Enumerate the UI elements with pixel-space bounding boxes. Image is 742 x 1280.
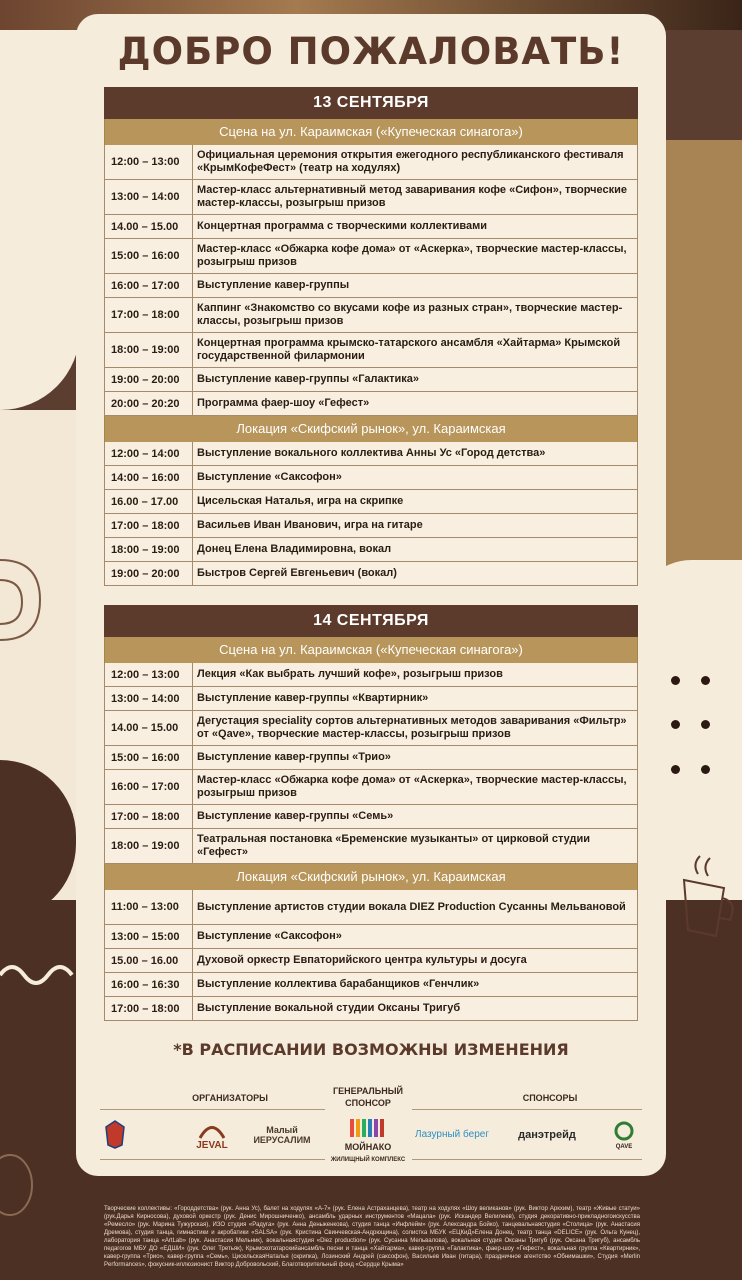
sponsors-label: СПОНСОРЫ bbox=[522, 1093, 578, 1103]
table-row: 19:00 – 20:00 Быстров Сергей Евгеньевич (вокал) bbox=[104, 562, 638, 586]
decor-dot bbox=[671, 676, 680, 685]
day-header: 13 СЕНТЯБРЯ bbox=[104, 87, 638, 119]
decor-dot bbox=[671, 720, 680, 729]
wave-icon bbox=[0, 950, 76, 990]
decor-dot bbox=[701, 720, 710, 729]
day-2-schedule bbox=[104, 605, 638, 1021]
location-header: Сцена на ул. Караимская («Купеческая синагога») bbox=[104, 637, 638, 663]
background-left-cream bbox=[0, 30, 80, 410]
page-title: ДОБРО ПОЖАЛОВАТЬ! bbox=[117, 30, 625, 73]
divider bbox=[100, 1109, 325, 1110]
table-row: 17:00 – 18:00 Каппинг «Знакомство со вкусами кофе из разных стран», творческие мастер-классы, розыгрыш призов bbox=[104, 298, 638, 333]
general-sponsor-label: ГЕНЕРАЛЬНЫЙ СПОНСОР bbox=[333, 1086, 403, 1108]
table-row: 13:00 – 15:00 Выступление «Саксофон» bbox=[104, 925, 638, 949]
divider bbox=[100, 1159, 325, 1160]
moinako-subtitle: ЖИЛИЩНЫЙ КОМПЛЕКС bbox=[330, 1157, 406, 1163]
lazurny-bereg-logo: Лазурный берег bbox=[415, 1129, 489, 1140]
maly-ierusalim-logo: Малый ИЕРУСАЛИМ bbox=[253, 1125, 311, 1145]
location-header: Локация «Скифский рынок», ул. Караимская bbox=[104, 864, 638, 890]
table-row: 15:00 – 16:00 Мастер-класс «Обжарка кофе дома» от «Аскерка», творческие мастер-классы, розыгрыш призов bbox=[104, 239, 638, 274]
events-list bbox=[104, 145, 638, 416]
table-row: 17:00 – 18:00 Васильев Иван Иванович, игра на гитаре bbox=[104, 514, 638, 538]
moinako-bars-icon bbox=[348, 1115, 388, 1139]
table-row: 18:00 – 19:00 Концертная программа крымско-татарского ансамбля «Хайтарма» Крымской государственной филармонии bbox=[104, 333, 638, 368]
table-row: 13:00 – 14:00 Выступление кавер-группы «Квартирник» bbox=[104, 687, 638, 711]
decor-dot bbox=[701, 676, 710, 685]
table-row: 18:00 – 19:00 Театральная постановка «Бременские музыканты» от цирковой студии «Гефест» bbox=[104, 829, 638, 864]
table-row: 11:00 – 13:00 Выступление артистов студии вокала DIEZ Production Сусанны Мельвановой bbox=[104, 890, 638, 925]
qave-circle-icon bbox=[614, 1121, 634, 1141]
organizer-crest-icon bbox=[104, 1119, 126, 1149]
organizers-label: ОРГАНИЗАТОРЫ bbox=[192, 1093, 268, 1103]
events-list bbox=[104, 663, 638, 864]
location-header: Сцена на ул. Караимская («Купеческая синагога») bbox=[104, 119, 638, 145]
table-row: 19:00 – 20:00 Выступление кавер-группы «Галактика» bbox=[104, 368, 638, 392]
jeval-logo: JEVAL bbox=[192, 1121, 232, 1151]
table-row: 15:00 – 16:00 Выступление кавер-группы «Трио» bbox=[104, 746, 638, 770]
table-row: 12:00 – 14:00 Выступление вокального коллектива Анны Ус «Город детства» bbox=[104, 442, 638, 466]
table-row: 20:00 – 20:20 Программа фаер-шоу «Гефест» bbox=[104, 392, 638, 416]
schedule-change-note: *В РАСПИСАНИИ ВОЗМОЖНЫ ИЗМЕНЕНИЯ bbox=[173, 1040, 569, 1059]
table-row: 17:00 – 18:00 Выступление вокальной студии Оксаны Тригуб bbox=[104, 997, 638, 1021]
table-row: 18:00 – 19:00 Донец Елена Владимировна, вокал bbox=[104, 538, 638, 562]
events-list bbox=[104, 442, 638, 586]
day-1-schedule bbox=[104, 87, 638, 586]
coffee-swirl-icon bbox=[0, 550, 60, 650]
day-header: 14 СЕНТЯБРЯ bbox=[104, 605, 638, 637]
table-row: 14.00 – 15.00 Дегустация speciality сортов альтернативных методов заваривания «Фильтр» от «Qave», творческие мастер-классы, розыгрыш призов bbox=[104, 711, 638, 746]
table-row: 17:00 – 18:00 Выступление кавер-группы «Семь» bbox=[104, 805, 638, 829]
moinako-logo: МОЙНАКО bbox=[336, 1115, 400, 1152]
table-row: 16.00 – 17.00 Цисельская Наталья, игра на скрипке bbox=[104, 490, 638, 514]
decor-dot bbox=[701, 765, 710, 774]
coffee-bean-icon bbox=[0, 1150, 40, 1220]
footer-credits: Творческие коллективы: «Городдетства» (рук. Анна Ус), балет на ходулях «А-7» (рук. Елена Астраханцева), театр на ходулях «Шоу великанов» (рук. Виктор Аркхим), театр «Живые статуи» (рук.Дарья Кирносова), духовой оркестр (рук. Денис Мирошниченко), ансамбль ударных инструментов «Мацала» (рук. Искандер Велилеев), студия декоративно-прикладногоискусства «Ремесло» (рук. Марина Тужурская), ИЗО студия «Радуга» (рук. Анна Деньженкова), студия танца «Инфлейм» (рук. Александра Бойко), танцевальнаястудия «Столица» (рук. Анастасия Дремова), студия танца, гимнастики и акробатики «SALSA» (рук. Кристина Свинчевская-Андрющина), солистка МБУК «ЕЦКиД»Елена Донец, театр танца «DELICE» (рук. Ольга Кунец), лаборатория танца «ArtLab» (рук. Анастасия Мельник), вокальнаястудия «Diez production» (рук. Сусанна Мельвалова), вокальная студия Оксаны Тригуб (рук. Оксана Тригуб), ансамбль педагогов МБУ ДО «ЕДШИ» (рук. Олег Третьяк), Крымскотатарскийансамбль песни и танца «Хайтарма», кавер-группа «Галактика», фаер-шоу «Гефест», вокальная группа «Квартирник», кавер-группа «Трио», кавер-группа «Семь», ЦисельскаяНаталья (скрипка), Лозинский Андрей (саксофон), Васильев Иван (гитара), праздничное агентство «Обнимашки», Студия «Merlin Performances», фокусник-иллюзионист Виктор Добровольский, Благотворительный фонд «Сердце Крыма» bbox=[104, 1206, 640, 1268]
table-row: 16:00 – 17:00 Выступление кавер-группы bbox=[104, 274, 638, 298]
table-row: 13:00 – 14:00 Мастер-класс альтернативный метод заваривания кофе «Сифон», творческие мастер-классы, розыгрыш призов bbox=[104, 180, 638, 215]
location-header: Локация «Скифский рынок», ул. Караимская bbox=[104, 416, 638, 442]
table-row: 15.00 – 16.00 Духовой оркестр Евпаторийского центра культуры и досуга bbox=[104, 949, 638, 973]
table-row: 12:00 – 13:00 Лекция «Как выбрать лучший кофе», розыгрыш призов bbox=[104, 663, 638, 687]
decor-dot bbox=[671, 765, 680, 774]
table-row: 12:00 – 13:00 Официальная церемония открытия ежегодного республиканского фестиваля «КрымКофеФест» (театр на ходулях) bbox=[104, 145, 638, 180]
table-row: 16:00 – 16:30 Выступление коллектива барабанщиков «Генчлик» bbox=[104, 973, 638, 997]
coffee-cup-icon bbox=[676, 850, 742, 940]
dan-treid-logo: данэтрейд bbox=[518, 1129, 576, 1141]
table-row: 14.00 – 15.00 Концертная программа с творческими коллективами bbox=[104, 215, 638, 239]
divider bbox=[412, 1159, 642, 1160]
qave-logo: QAVE bbox=[610, 1121, 638, 1150]
jeval-arch-icon bbox=[197, 1121, 227, 1139]
table-row: 16:00 – 17:00 Мастер-класс «Обжарка кофе дома» от «Аскерка», творческие мастер-классы, розыгрыш призов bbox=[104, 770, 638, 805]
divider bbox=[412, 1109, 642, 1110]
events-list bbox=[104, 890, 638, 1021]
table-row: 14:00 – 16:00 Выступление «Саксофон» bbox=[104, 466, 638, 490]
sponsors-section bbox=[100, 1085, 642, 1165]
